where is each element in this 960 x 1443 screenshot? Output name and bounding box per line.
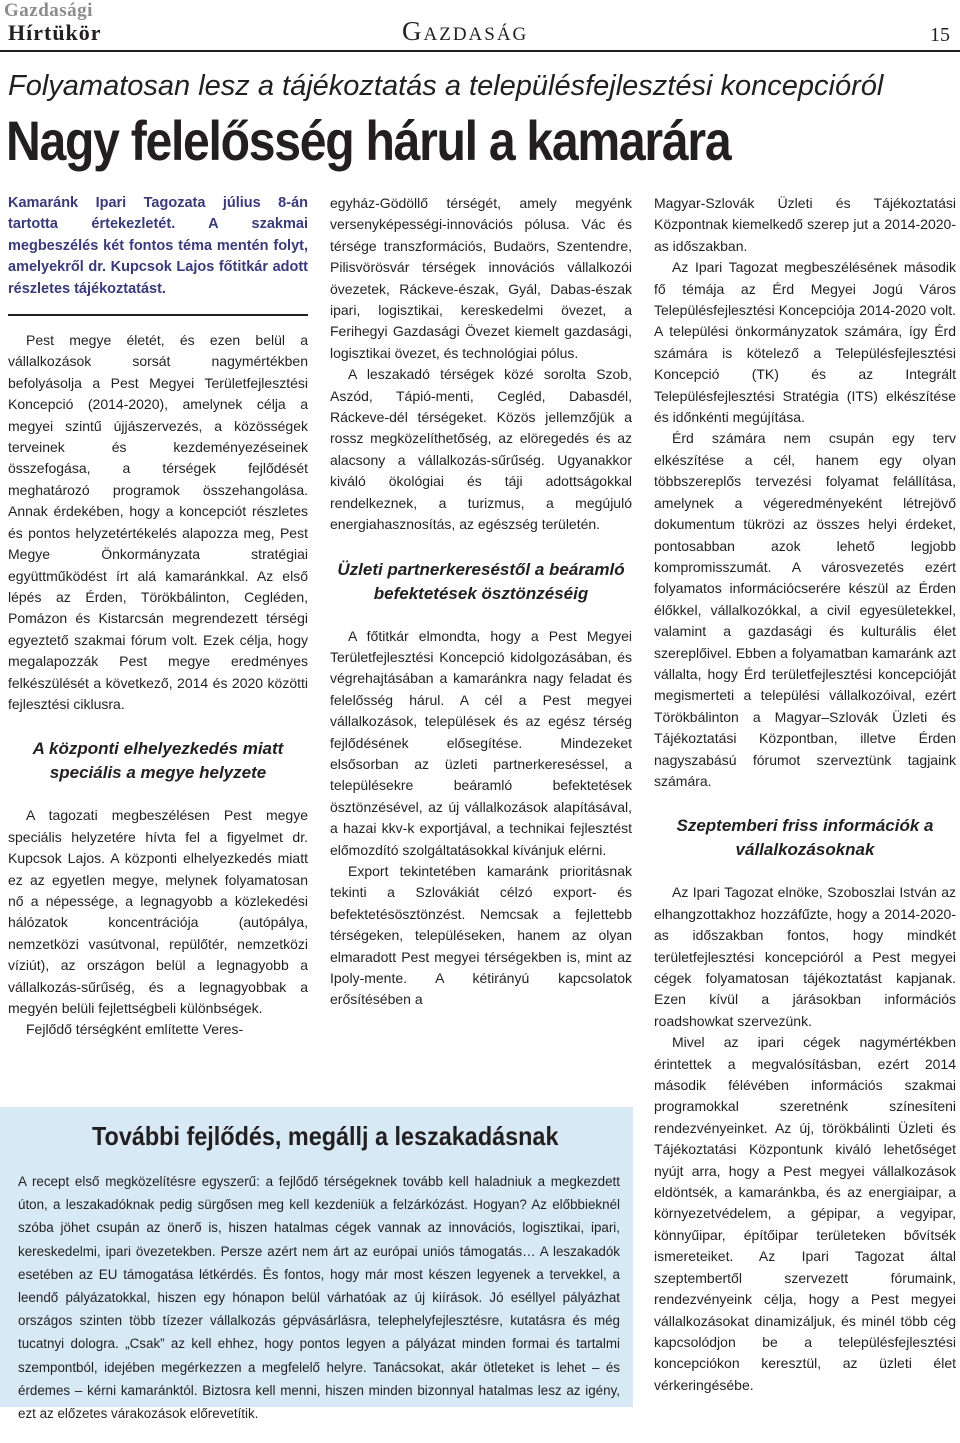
subheading: Üzleti partnerkereséstől a beáramló befektetések ösztönzéséig (337, 559, 625, 603)
paragraph: Az Ipari Tagozat elnöke, Szoboszlai István az elhangzottakhoz hozzáfűzte, hogy a 2014-2020-as időszakban fontos, hogy mindkét területfejlesztési koncepcióról a Pest megyei cégek folyamatosan tájékoztatást kapjanak. Ezen kívül a járásokban információs roadshowkat szervezünk. (654, 884, 956, 1029)
section-title: Gazdaság (402, 16, 529, 46)
sidebar-box (0, 1107, 633, 1422)
paragraph: Export tekintetében kamaránk prioritásnak tekinti a Szlovákiát célzó export- és befektetésösztönzést. Nemcsak a fejlettebb térségeken, településeken, hanem az olyan elmaradott Pest megyei térségekben is, mint az Ipoly-mente. A kétirányú kapcsolatok erősítésében a (330, 862, 632, 1008)
paragraph: Pest megye életét, és ezen belül a vállalkozások sorsát nagymértékben befolyásolja a Pest Megyei Területfejlesztési Koncepció (2014-2020), amelynek célja a megyei szintű újjászervezés, a közösségek terveinek és kezdeményezéseinek összefogása, a térségek fejlődését meghatározó programok összehangolása. Annak érdekében, hogy a koncepciót részletes és pontos helyzetértékelés alapozza meg, Pest Megye Önkormányzata stratégiai együttműködést írt alá kamaránkkal. Az első lépés az Érden, Törökbálinton, Cegléden, Pomázon és Kistarcsán megrendezett térségi egyeztető szakmai fórum volt. Ezek célja, hogy megalapozzák Pest megye eredményes felkészülését a következő, 2014 és 2020 közötti fejlesztési ciklusra. (8, 332, 308, 712)
article-lead: Kamaránk Ipari Tagozata július 8-án tartotta értekezletét. A szakmai megbeszélés két fontos téma mentén folyt, amelyekről dr. Kupcsok Lajos főtitkár adott részletes tájékoztatást. (8, 193, 308, 316)
article-column-1 (8, 193, 308, 1041)
page-number: 15 (930, 24, 950, 46)
paragraph: A tagozati megbeszélésen Pest megye speciális helyzetére hívta fel a figyelmet dr. Kupcsok Lajos. A központi elhelyezkedés miatt ez az egyetlen megye, melynek folyamatosan nő a népessége, a legnagyobb a közlekedési hálózatok koncentrációja (autópálya, nemzetközi vasútvonal, repülőtér, nemzetközi víziút), az országon belül a legnagyobb a vállalkozás-sűrűség, és a legnagyobbak a megyén belüli fejlettségbeli különbségek. (8, 807, 308, 1016)
sidebar-text (18, 1170, 620, 1425)
masthead-logo-top: Gazdasági (4, 0, 93, 21)
subheading: A központi elhelyezkedés miatt speciális a megye helyzete (32, 739, 284, 783)
paragraph: A főtitkár elmondta, hogy a Pest Megyei Területfejlesztési Koncepció kidolgozásában, és végrehajtásában a kamaránkra nagy feladat és felelősség hárul. A cél a Pest megyei vállalkozások, települések és az egész térség fejlődésének elősegítése. Mindezeket elsősorban az üzleti partnerkereséssel, a településekre beáramló befektetések ösztönzésével, az új vállalkozások alapításával, a hazai kkv-k exportjával, a technikai fejlesztést előmozdító szolgáltatásokkal kívánjuk elérni. (330, 627, 632, 858)
article-column-2 (330, 193, 632, 1011)
article-headline: Nagy felelősség hárul a kamarára (6, 109, 731, 172)
paragraph: A leszakadó térségek közé sorolta Szob, Aszód, Tápió-menti, Cegléd, Dabasdél, Ráckeve-dél térségeket. Közös jellemzőjük a rossz megközelíthetőség, az elöregedés és az alacsony a vállalkozás-sűrűség. Ugyanakkor kiváló ökológiai és táji adottságokkal rendelkeznek, a turizmus, a megújuló energiahasznosítás, az egészség területén. (330, 366, 632, 533)
subheading: Szeptemberi friss információk a vállalkozásoknak (676, 816, 934, 860)
masthead-rule (0, 50, 960, 52)
masthead (0, 0, 960, 52)
paragraph: egyház-Gödöllő térségét, amely megyénk versenyképességi-innovációs pólusa. Vác és térsége transzformációs, Budaörs, Szentendre, Pilisvörösvár térségek innovációs vállalkozói övezetek, Ráckeve-észak, Gyál, Dabas-észak ipari, logisztikai, kereskedelmi övezet, a Ferihegyi Gazdasági Övezet kiemelt gazdasági, logisztikai övezet, és technológiai pólus. (330, 195, 632, 361)
paragraph: Az Ipari Tagozat megbeszélésének második fő témája az Érd Megyei Jogú Város Településfejlesztési Koncepciója 2014-2020 volt. A települési önkormányzatok számára, így Érd számára is kötelező a Településfejlesztési Koncepció (TK) és az Integrált Településfejlesztési Stratégia (ITS) elkészítése és időnkénti megújítása. (654, 259, 956, 426)
sidebar-title: További fejlődés, megállj a leszakadásnak (92, 1121, 559, 1151)
paragraph: Mivel az ipari cégek nagymértékben érintettek a megvalósításban, ezért 2014 második félévében információs szakmai programokkal szeretnénk színesíteni rendezvényeinket. Az új, törökbálinti Üzleti és Tájékoztatási Központunk kiváló lehetőséget nyújt arra, hogy a Pest megyei vállalkozások eldöntsék, a kamaránkba, és az energiaipar, a környezetvédelem, a gépipar, a vegyipar, könnyűipar, építőipar területeken bővítsék ismereteiket. Az Ipari Tagozat által szeptembertől szervezett fórumaink, rendezvényeink célja, hogy a Pest megyei vállalkozásokat dinamizáljuk, és minél több cég kapcsolódjon be a településfejlesztési koncepciókon keresztül, az üzleti élet vérkeringésébe. (654, 1034, 956, 1393)
sidebar-paragraph: A recept első megközelítésre egyszerű: a fejlődő térségeknek tovább kell haladniuk a megkezdett úton, a leszakadóknak pedig sürgősen meg kell kezdeniük a felzárkózást. Hogyan? Az előbbieknél szóba jöhet csupán az önerő is, hiszen hatalmas cégek vannak az innovációs, logisztikai, ipari, kereskedelmi, ipari övezetekben. Persze azért nem árt az európai uniós támogatás… A leszakadók esetében az EU támogatása létkérdés. És fontos, hogy már most készen legyenek a tervekkel, a leendő pályázatokkal, hiszen egy hónapon belül várhatóak az új kiírások. Jó eséllyel pályázhat országos szinten több tízezer vállalkozás gépvásárlásra, telephelyfejlesztésre, kutatásra és még tucatnyi dologra. „Csak” az kell ehhez, hogy pontos legyen a pályázat minden formai és tartalmi szempontból, idejében megérkezzen a megfelelő helyre. Tanácsokat, akár ötleteket is lehet – és érdemes – kérni kamaránktól. Biztosra kell menni, hiszen minden bizonnyal hatalmas lesz az igény, ezt az előzetes várakozások előrevetítik. (18, 1174, 620, 1422)
article-column-3 (654, 193, 956, 1396)
paragraph: Érd számára nem csupán egy terv elkészítése a cél, hanem egy olyan többszereplős tervezési folyamat felállítása, amelynek a végeredményeként létrejövő dokumentum tükrözi az összes helyi érdeket, pontosabban azok lehető legjobb kompromisszumát. A városvezetés ezért folyamatos információcserére készül az Érden élőkkel, vállalkozókkal, a civil egyesületekkel, valamint a gazdasági és kulturális élet szereplőivel. Ebben a folyamatban kamaránk azt vállalta, hogy Érd területfejlesztési koncepcióját megismerteti a települési vállalkozóival, ezért Törökbálinton a Magyar–Szlovák Üzleti és Tájékoztatási Központban, illetve Érden nagyszabású fórumot szerveztünk tagjaink számára. (654, 430, 956, 789)
paragraph: Fejlődő térségként említette Veres- (26, 1021, 244, 1038)
masthead-logo-bottom: Hírtükör (8, 20, 102, 45)
paragraph: Magyar-Szlovák Üzleti és Tájékoztatási Központnak kiemelkedő szerep jut a 2014-2020-as időszakban. (654, 195, 956, 254)
article-kicker: Folyamatosan lesz a tájékoztatás a településfejlesztési koncepcióról (8, 70, 884, 102)
